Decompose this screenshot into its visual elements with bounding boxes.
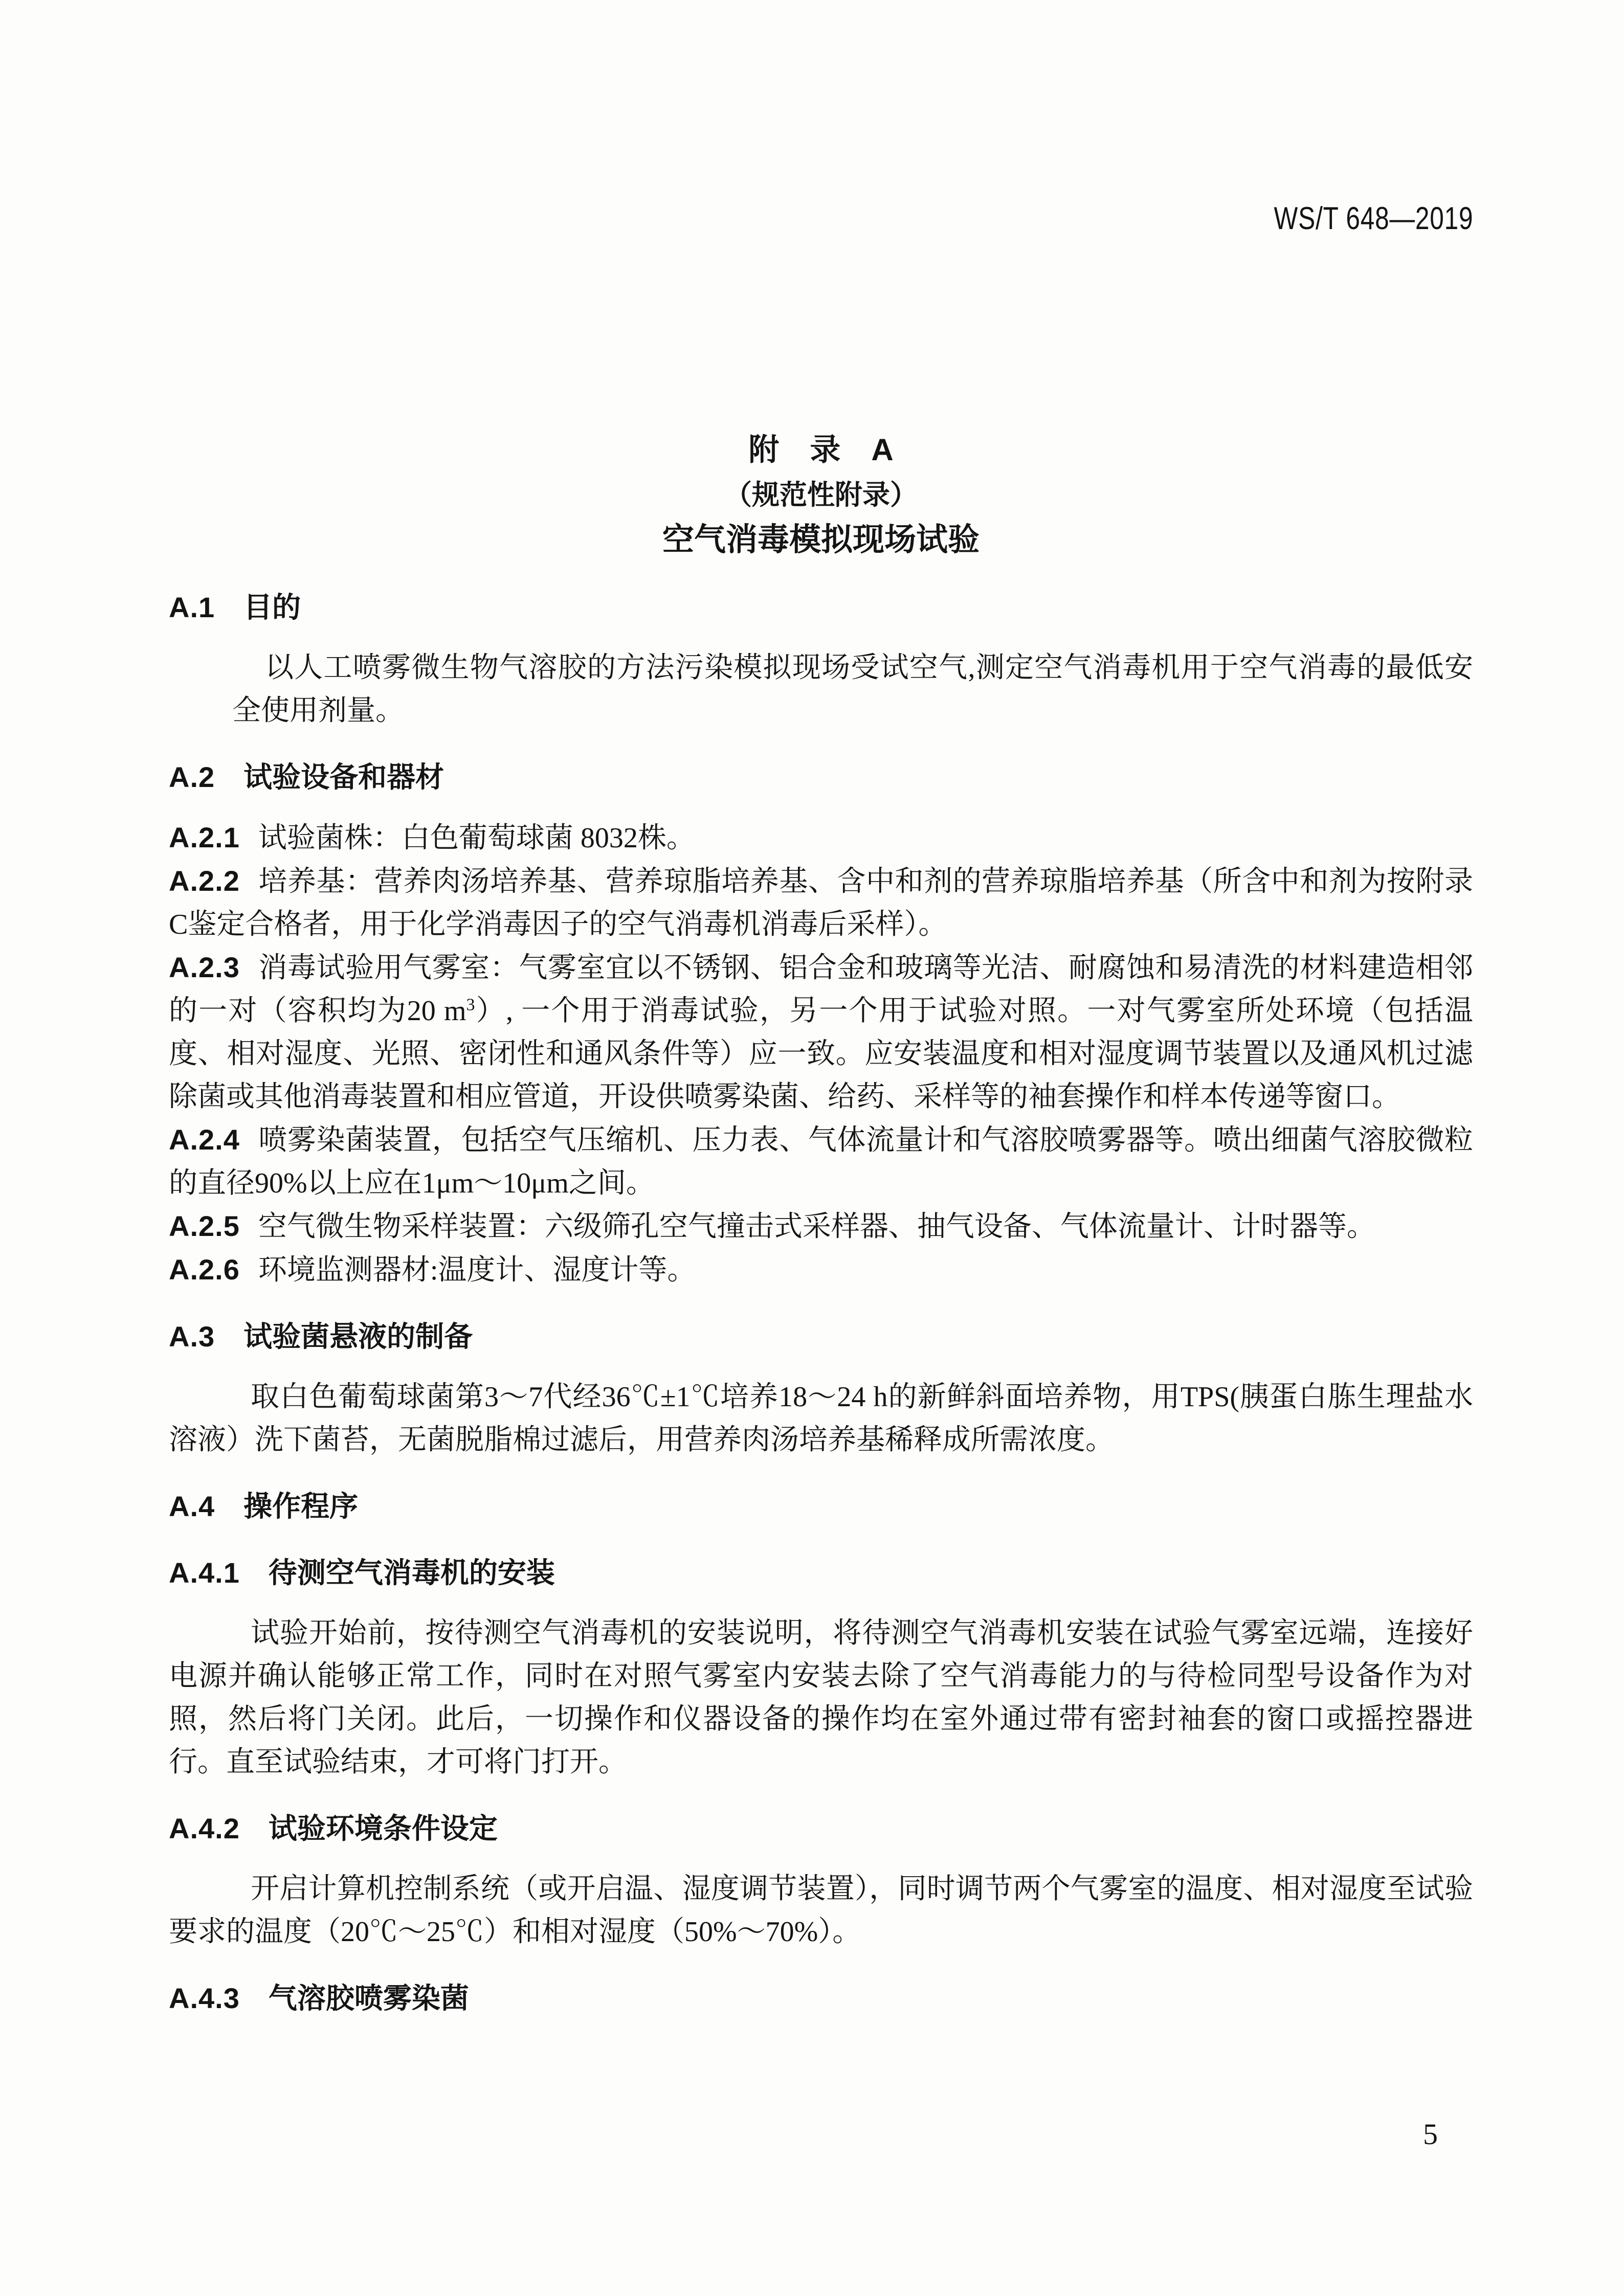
section-heading-a4 <box>169 1485 1473 1528</box>
section-title-a4-3: 气溶胶喷雾染菌 <box>268 1982 469 2014</box>
clause-text-a2-4: 喷雾染菌装置，包括空气压缩机、压力表、气体流量计和气溶胶喷雾器等。喷出细菌气溶胶微粒的直径90%以上应在1μm～10μm之间。 <box>169 1124 1473 1199</box>
section-number-a4-1: A.4.1 <box>169 1557 240 1589</box>
clause-number-a2-4: A.2.4 <box>169 1123 240 1156</box>
clause-a2-5 <box>169 1205 1473 1248</box>
paragraph-a3: 取白色葡萄球菌第3～7代经36℃±1℃培养18～24 h的新鲜斜面培养物，用TPS(胰蛋白胨生理盐水溶液）洗下菌苔，无菌脱脂棉过滤后，用营养肉汤培养基稀释成所需浓度。 <box>169 1381 1473 1456</box>
clause-text-a2-1: 试验菌株：白色葡萄球菌 8032株。 <box>258 822 695 854</box>
standard-code: WS/T 648—2019 <box>1274 201 1473 236</box>
clause-number-a2-3: A.2.3 <box>169 951 240 983</box>
section-heading-a4-3 <box>169 1977 1473 2020</box>
section-heading-a4-2 <box>169 1807 1473 1850</box>
cubic-meter-superscript: 3 <box>466 995 475 1015</box>
clause-number-a2-6: A.2.6 <box>169 1253 240 1286</box>
clause-number-a2-5: A.2.5 <box>169 1210 240 1242</box>
section-title-a1: 目的 <box>243 591 301 623</box>
clause-text-a2-3-before: 消毒试验用气雾室：气雾室宜以不锈钢、铝合金和玻璃等光洁、耐腐蚀和易清洗的材料建造相邻的一对（容积均为20 m <box>169 952 1473 1027</box>
clause-number-a2-2: A.2.2 <box>169 865 240 897</box>
clause-text-a2-3-after: ）, 一个用于消毒试验，另一个用于试验对照。一对气雾室所处环境（包括温度、相对湿度、光照、密闭性和通风条件等）应一致。应安装温度和相对湿度调节装置以及通风机过滤除菌或其他消毒装置和相应管道，开设供喷雾染菌、给药、采样等的袖套操作和样本传递等窗口。 <box>169 995 1474 1113</box>
clause-a2-6 <box>169 1248 1473 1292</box>
appendix-title-block <box>169 0 1473 562</box>
section-heading-a2 <box>169 756 1473 799</box>
paragraph-a4-1: 试验开始前，按待测空气消毒机的安装说明，将待测空气消毒机安装在试验气雾室远端，连接好电源并确认能够正常工作，同时在对照气雾室内安装去除了空气消毒能力的与待检同型号设备作为对照，然后将门关闭。此后，一切操作和仪器设备的操作均在室外通过带有密封袖套的窗口或摇控器进行。直至试验结束，才可将门打开。 <box>169 1617 1473 1778</box>
paragraph-a4-2: 开启计算机控制系统（或开启温、湿度调节装置），同时调节两个气雾室的温度、相对湿度至试验要求的温度（20℃～25℃）和相对湿度（50%～70%）。 <box>169 1873 1473 1948</box>
section-title-a4-1: 待测空气消毒机的安装 <box>268 1557 555 1589</box>
clause-text-a2-6: 环境监测器材:温度计、湿度计等。 <box>258 1254 696 1286</box>
section-number-a1: A.1 <box>169 591 215 623</box>
paragraph-a1: 以人工喷雾微生物气溶胶的方法污染模拟现场受试空气,测定空气消毒机用于空气消毒的最低安全使用剂量。 <box>232 652 1473 727</box>
section-title-a2: 试验设备和器材 <box>243 761 444 793</box>
clause-a2-1 <box>169 816 1473 860</box>
appendix-name: 空气消毒模拟现场试验 <box>662 522 980 557</box>
section-number-a4-3: A.4.3 <box>169 1982 240 2014</box>
section-number-a4-2: A.4.2 <box>169 1812 240 1844</box>
page-number: 5 <box>1423 2118 1438 2151</box>
clause-text-a2-5: 空气微生物采样装置：六级筛孔空气撞击式采样器、抽气设备、气体流量计、计时器等。 <box>258 1211 1375 1243</box>
clause-a2-3 <box>169 946 1473 1118</box>
appendix-title: 附 录 A <box>748 433 894 467</box>
section-heading-a3 <box>169 1315 1473 1358</box>
section-heading-a1 <box>169 586 1473 629</box>
page-content <box>169 0 1473 2037</box>
clause-number-a2-1: A.2.1 <box>169 821 240 853</box>
clause-a2-4 <box>169 1118 1473 1205</box>
section-number-a3: A.3 <box>169 1320 215 1353</box>
section-title-a3: 试验菌悬液的制备 <box>243 1320 473 1353</box>
section-number-a2: A.2 <box>169 761 215 793</box>
section-title-a4: 操作程序 <box>243 1490 359 1522</box>
appendix-subtitle: （规范性附录） <box>724 480 918 510</box>
clause-a2-2 <box>169 860 1473 946</box>
section-number-a4: A.4 <box>169 1490 215 1522</box>
section-title-a4-2: 试验环境条件设定 <box>268 1812 498 1844</box>
clause-text-a2-2: 培养基：营养肉汤培养基、营养琼脂培养基、含中和剂的营养琼脂培养基（所含中和剂为按附录C鉴定合格者，用于化学消毒因子的空气消毒机消毒后采样）。 <box>169 866 1473 940</box>
section-heading-a4-1 <box>169 1551 1473 1594</box>
